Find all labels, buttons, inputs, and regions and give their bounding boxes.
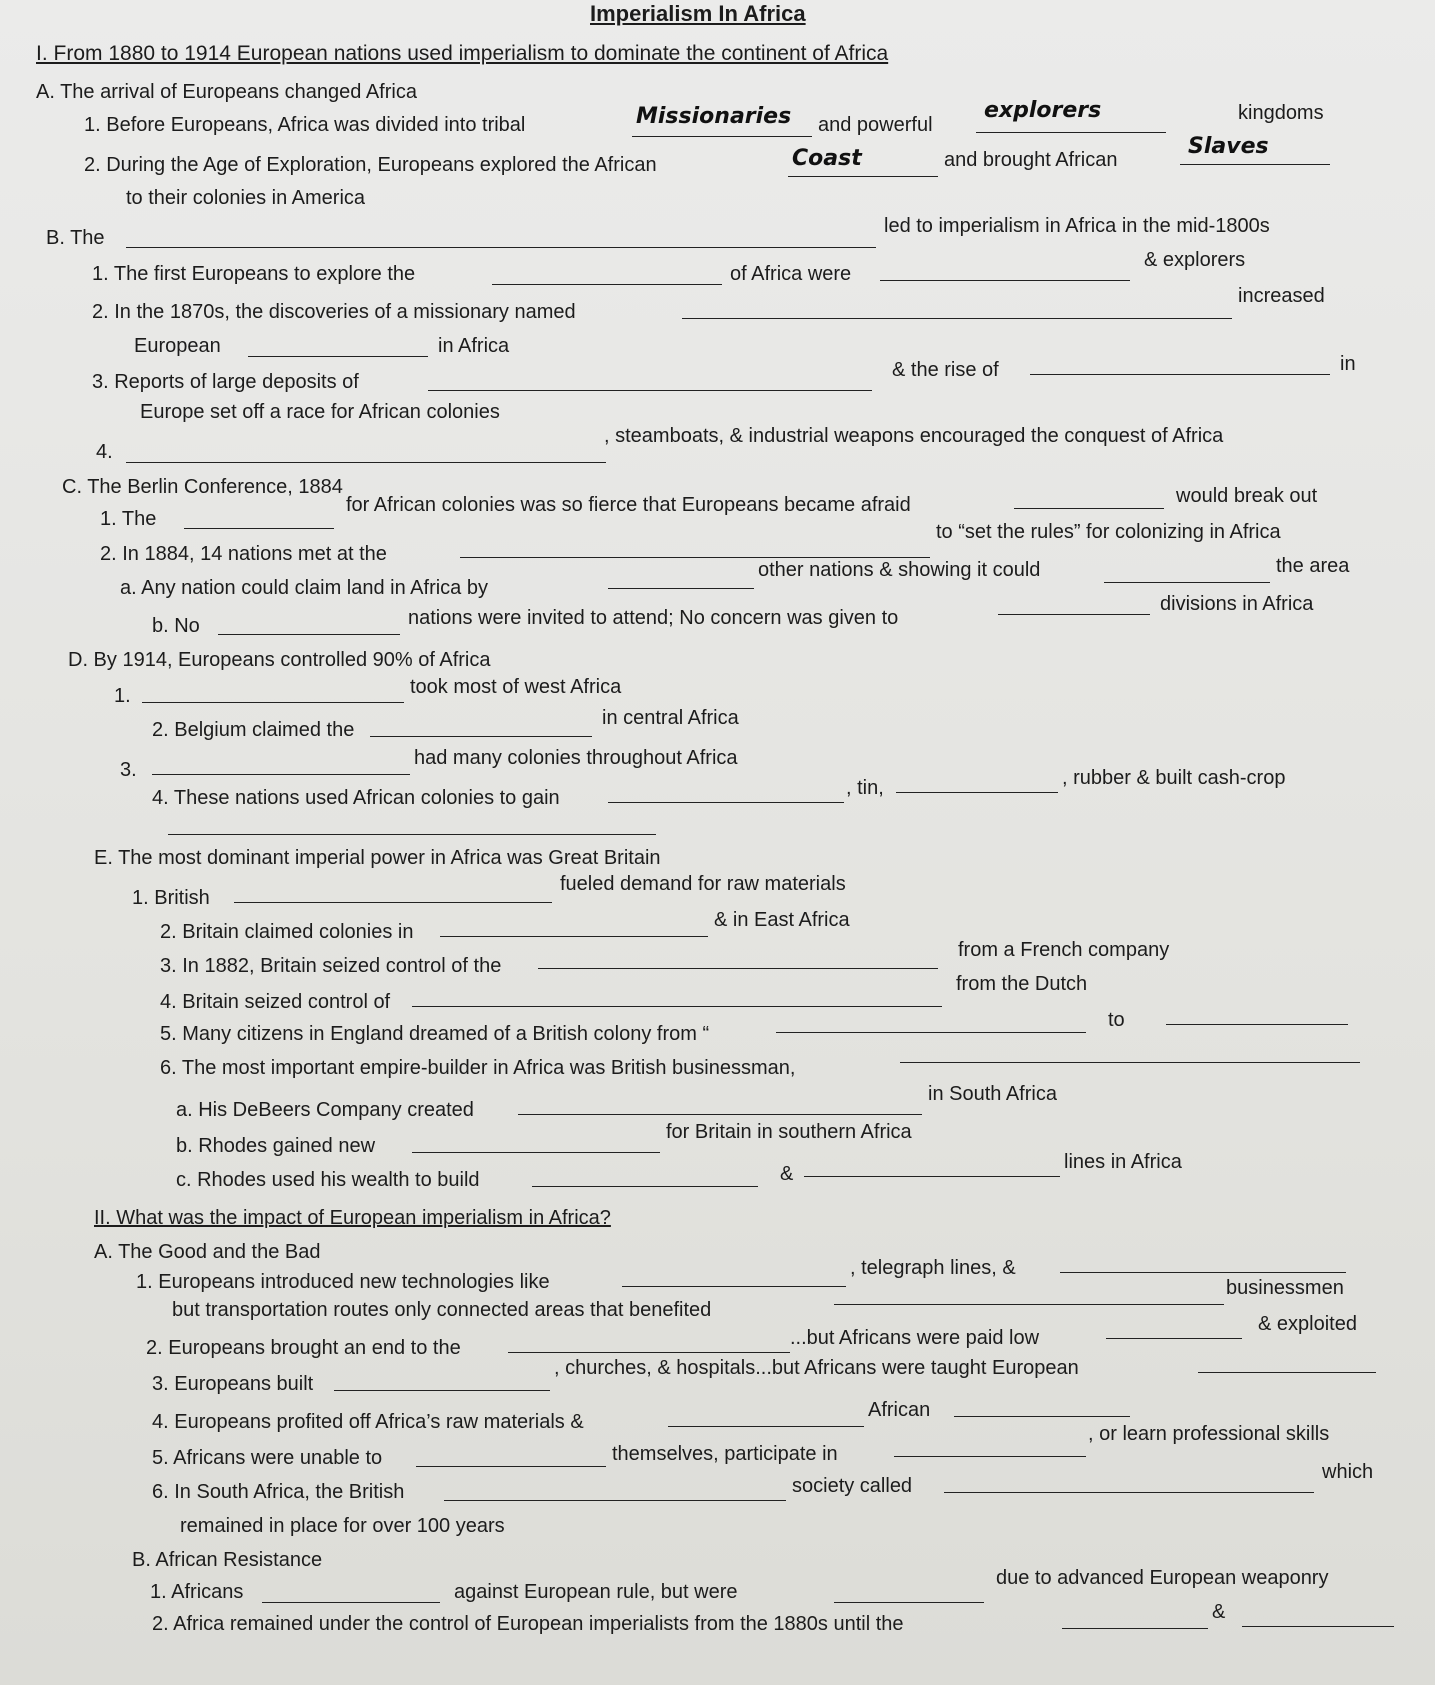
blank-e6c-first[interactable] — [532, 1186, 758, 1187]
section-e-heading: E. The most dominant imperial power in Africa was Great Britain — [94, 847, 661, 869]
blank-d4-resource2[interactable] — [896, 792, 1058, 793]
blank-e6c-second[interactable] — [804, 1176, 1060, 1177]
blank-d2[interactable] — [370, 736, 592, 737]
e3-text-start: 3. In 1882, Britain seized control of the — [160, 955, 502, 977]
ii-a6-text-end: which — [1322, 1461, 1374, 1483]
blank-d1[interactable] — [142, 702, 404, 703]
e6b-text-start: b. Rhodes gained new — [176, 1135, 376, 1157]
ii-a2-text-mid: ...but Africans were paid low — [790, 1327, 1040, 1349]
b3-text-end: in — [1340, 353, 1356, 375]
blank-a1-powerful[interactable] — [976, 132, 1166, 133]
blank-c1-competition[interactable] — [184, 528, 334, 529]
blank-e3[interactable] — [538, 968, 938, 969]
b1-text-end: & explorers — [1144, 249, 1246, 271]
section-1-heading: I. From 1880 to 1914 European nations used imperialism to dominate the continent of Africa — [36, 42, 889, 65]
d1-text-start: 1. — [114, 685, 131, 707]
a2-text-start: 2. During the Age of Exploration, Europeans explored the African — [84, 154, 657, 176]
e6b-text-end: for Britain in southern Africa — [666, 1121, 912, 1143]
b3-text-cont: Europe set off a race for African colonies — [140, 401, 500, 423]
ii-a6-text-start: 6. In South Africa, the British — [152, 1481, 405, 1503]
blank-c1-war[interactable] — [1014, 508, 1164, 509]
c2b-text-mid: nations were invited to attend; No concern was given to — [408, 607, 899, 629]
d4-text-mid: , tin, — [846, 777, 884, 799]
blank-c2a-control[interactable] — [1104, 582, 1270, 583]
c2a-text-mid: other nations & showing it could — [758, 559, 1041, 581]
d4-text-end: , rubber & built cash-crop — [1062, 767, 1286, 789]
blank-ii-a2-trade[interactable] — [508, 1352, 790, 1353]
b3-text-start: 3. Reports of large deposits of — [92, 371, 359, 393]
blank-ii-a6-called[interactable] — [944, 1492, 1314, 1493]
ii-b1-text-start: 1. Africans — [150, 1581, 244, 1603]
e6-text-start: 6. The most important empire-builder in Africa was British businessman, — [160, 1057, 796, 1079]
blank-ii-a2-wages[interactable] — [1106, 1338, 1242, 1339]
ii-b1-text-mid: against European rule, but were — [454, 1581, 738, 1603]
d2-text-start: 2. Belgium claimed the — [152, 719, 355, 741]
b2-text-cont: European — [134, 335, 221, 357]
blank-ii-a3-taught[interactable] — [1198, 1372, 1376, 1373]
e1-text-start: 1. British — [132, 887, 210, 909]
c2a-text-start: a. Any nation could claim land in Africa by — [120, 577, 488, 599]
blank-c2b-african[interactable] — [218, 634, 400, 635]
e3-text-end: from a French company — [958, 939, 1170, 961]
blank-a1-tribal[interactable] — [632, 136, 812, 137]
blank-ii-b1-resisted[interactable] — [262, 1602, 440, 1603]
c2a-text-end: the area — [1276, 555, 1350, 577]
page-title: Imperialism In Africa — [590, 1, 806, 26]
d1-text-end: took most of west Africa — [410, 676, 622, 698]
b3-text-mid: & the rise of — [892, 359, 999, 381]
blank-b1-region[interactable] — [492, 284, 722, 285]
blank-d3[interactable] — [152, 774, 410, 775]
d2-text-end: in central Africa — [602, 707, 739, 729]
blank-ii-b1-defeated[interactable] — [834, 1602, 984, 1603]
e2-text-start: 2. Britain claimed colonies in — [160, 921, 414, 943]
b0-text-end: led to imperialism in Africa in the mid-1800s — [884, 215, 1270, 237]
blank-ii-a5-participate[interactable] — [894, 1456, 1086, 1457]
blank-ii-a5-unable[interactable] — [416, 1466, 606, 1467]
b0-text-start: B. The — [46, 227, 105, 249]
e4-text-end: from the Dutch — [956, 973, 1088, 995]
e5-text-mid: to — [1108, 1009, 1125, 1031]
ii-a6-text-mid: society called — [792, 1475, 913, 1497]
blank-d4-cont[interactable] — [168, 834, 656, 835]
b4-text-end: , steamboats, & industrial weapons encouraged the conquest of Africa — [604, 425, 1224, 447]
blank-e6-businessman[interactable] — [900, 1062, 1360, 1063]
blank-a2-coast[interactable] — [788, 176, 938, 177]
b1-text-mid: of Africa were — [730, 263, 852, 285]
blank-c2a-notify[interactable] — [608, 588, 754, 589]
handwritten-answer-missionaries: Missionaries — [636, 104, 792, 129]
e6c-text-amp: & — [780, 1163, 794, 1185]
ii-a5-text-start: 5. Africans were unable to — [152, 1447, 383, 1469]
blank-ii-a4-african[interactable] — [954, 1416, 1130, 1417]
d3-text-start: 3. — [120, 759, 137, 781]
e4-text-start: 4. Britain seized control of — [160, 991, 391, 1013]
blank-ii-a6-british[interactable] — [444, 1500, 786, 1501]
section-2a-heading: A. The Good and the Bad — [94, 1241, 321, 1263]
e6c-text-end: lines in Africa — [1064, 1151, 1182, 1173]
blank-d4-resource1[interactable] — [608, 802, 844, 803]
ii-a5-text-mid: themselves, participate in — [612, 1443, 838, 1465]
blank-ii-a3-built[interactable] — [334, 1390, 550, 1391]
blank-e6a[interactable] — [518, 1114, 922, 1115]
blank-e1[interactable] — [234, 902, 552, 903]
a1-text-mid: and powerful — [818, 114, 933, 136]
ii-a6-text-cont: remained in place for over 100 years — [180, 1515, 505, 1537]
blank-e4[interactable] — [412, 1006, 942, 1007]
ii-a1-text-mid: , telegraph lines, & — [850, 1257, 1016, 1279]
e6a-text-end: in South Africa — [928, 1083, 1057, 1105]
ii-a3-text-start: 3. Europeans built — [152, 1373, 314, 1395]
d4-text-start: 4. These nations used African colonies to gain — [152, 787, 560, 809]
blank-e2[interactable] — [440, 936, 708, 937]
handwritten-answer-slaves: Slaves — [1188, 134, 1269, 159]
ii-a4-text-start: 4. Europeans profited off Africa’s raw materials & — [152, 1411, 584, 1433]
section-2b-heading: B. African Resistance — [132, 1549, 323, 1571]
handwritten-answer-coast: Coast — [792, 146, 862, 171]
blank-e5-to[interactable] — [1166, 1024, 1348, 1025]
b4-text-start: 4. — [96, 441, 113, 463]
e5-text-start: 5. Many citizens in England dreamed of a British colony from “ — [160, 1023, 710, 1045]
blank-ii-a1-other[interactable] — [1060, 1272, 1346, 1273]
ii-a4-text-mid: African — [868, 1399, 931, 1421]
ii-a1-text-end: businessmen — [1226, 1277, 1344, 1299]
blank-b3-deposits[interactable] — [428, 390, 872, 391]
b1-text-start: 1. The first Europeans to explore the — [92, 263, 416, 285]
b2-text-cont-end: in Africa — [438, 335, 510, 357]
blank-e5-from[interactable] — [776, 1032, 1086, 1033]
ii-b1-text-end: due to advanced European weaponry — [996, 1567, 1329, 1589]
blank-ii-a4-profit[interactable] — [668, 1426, 864, 1427]
blank-ii-a1-who[interactable] — [834, 1304, 1224, 1305]
e6a-text-start: a. His DeBeers Company created — [176, 1099, 474, 1121]
section-c-heading: C. The Berlin Conference, 1884 — [62, 476, 343, 498]
a2-text-mid: and brought African — [944, 149, 1118, 171]
ii-a2-text-end: & exploited — [1258, 1313, 1357, 1335]
blank-b2-missionary[interactable] — [682, 318, 1232, 319]
blank-ii-b2-second[interactable] — [1242, 1626, 1394, 1627]
c2-text-end: to “set the rules” for colonizing in Africa — [936, 521, 1281, 543]
blank-b4[interactable] — [126, 462, 606, 463]
e2-text-end: & in East Africa — [714, 909, 850, 931]
ii-a3-text-mid: , churches, & hospitals...but Africans were taught European — [554, 1357, 1079, 1379]
ii-b2-text-amp: & — [1212, 1601, 1226, 1623]
a1-text-start: 1. Before Europeans, Africa was divided into tribal — [84, 114, 526, 136]
ii-a2-text-start: 2. Europeans brought an end to the — [146, 1337, 461, 1359]
handwritten-answer-explorers: explorers — [984, 98, 1102, 123]
blank-e6b[interactable] — [412, 1152, 660, 1153]
blank-c2b-ethnic[interactable] — [998, 614, 1150, 615]
blank-b1-who[interactable] — [880, 280, 1130, 281]
c1-text-start: 1. The — [100, 508, 157, 530]
blank-ii-a1-tech[interactable] — [622, 1286, 846, 1287]
c2b-text-end: divisions in Africa — [1160, 593, 1314, 615]
c2b-text-start: b. No — [152, 615, 200, 637]
d3-text-end: had many colonies throughout Africa — [414, 747, 738, 769]
ii-a1-text-cont: but transportation routes only connected areas that benefited — [172, 1299, 712, 1321]
a1-text-end: kingdoms — [1238, 102, 1324, 124]
a2-text-end: to their colonies in America — [126, 187, 366, 209]
section-a-heading: A. The arrival of Europeans changed Africa — [36, 81, 417, 103]
blank-b2-european[interactable] — [248, 356, 428, 357]
blank-b0[interactable] — [126, 247, 876, 248]
section-2-heading: II. What was the impact of European imperialism in Africa? — [94, 1207, 611, 1229]
ii-a5-text-end: , or learn professional skills — [1088, 1423, 1330, 1445]
ii-a1-text-start: 1. Europeans introduced new technologies like — [136, 1271, 550, 1293]
b2-text-start: 2. In the 1870s, the discoveries of a missionary named — [92, 301, 576, 323]
c1-text-mid: for African colonies was so fierce that Europeans became afraid — [346, 494, 911, 516]
blank-a2-slaves[interactable] — [1180, 164, 1330, 165]
section-d-heading: D. By 1914, Europeans controlled 90% of Africa — [68, 649, 491, 671]
c2-text-start: 2. In 1884, 14 nations met at the — [100, 543, 387, 565]
c1-text-end: would break out — [1176, 485, 1318, 507]
b2-text-end: increased — [1238, 285, 1325, 307]
e1-text-end: fueled demand for raw materials — [560, 873, 846, 895]
blank-ii-b2-first[interactable] — [1062, 1628, 1208, 1629]
e6c-text-start: c. Rhodes used his wealth to build — [176, 1169, 480, 1191]
ii-b2-text-start: 2. Africa remained under the control of European imperialists from the 1880s until the — [152, 1613, 904, 1635]
blank-b3-rise[interactable] — [1030, 374, 1330, 375]
